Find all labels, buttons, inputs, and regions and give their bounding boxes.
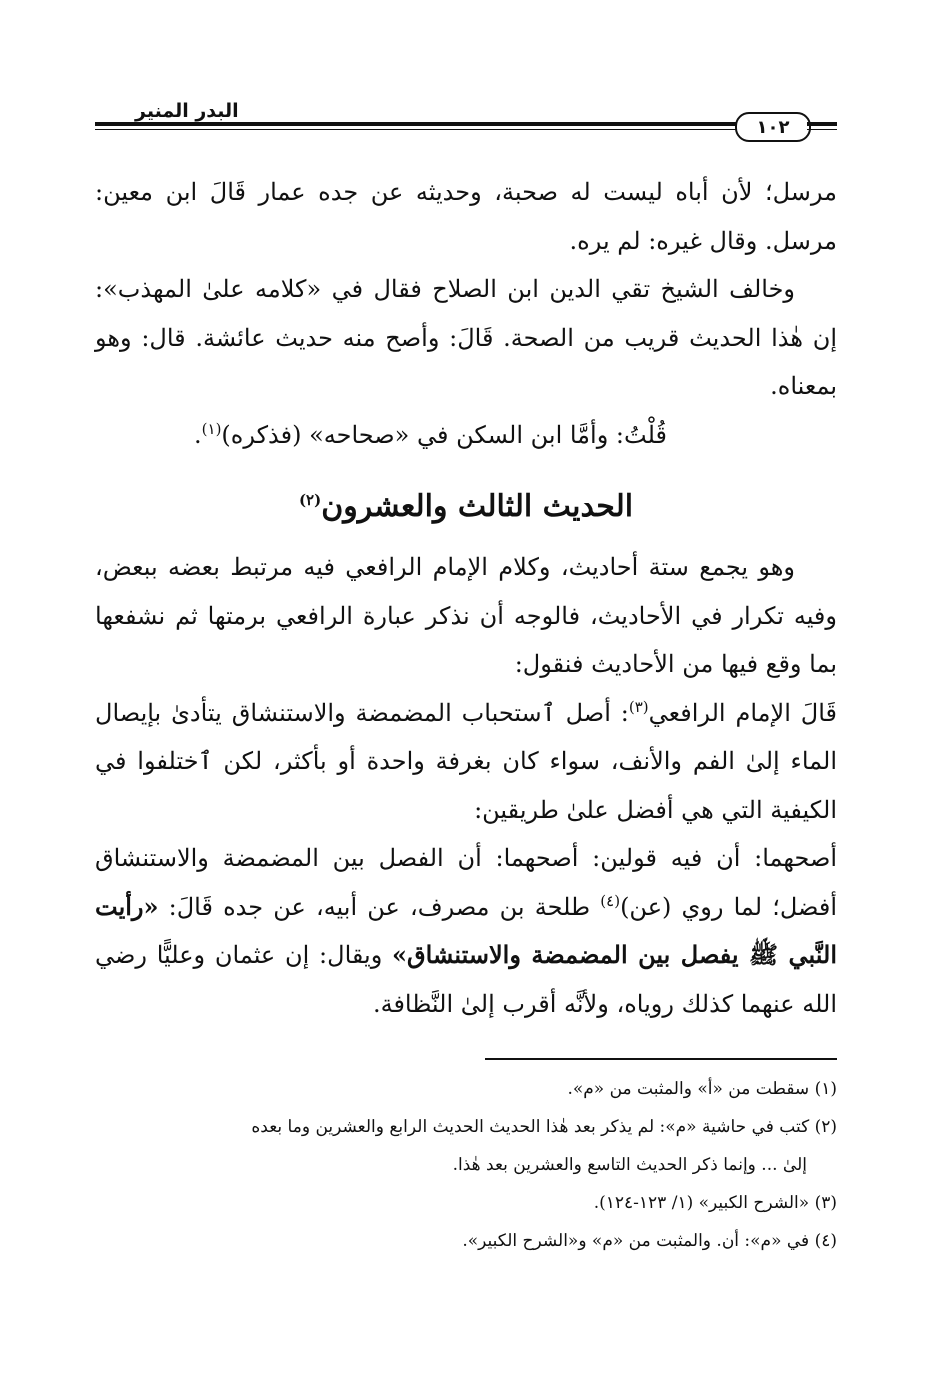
paragraph-6-start: أصحهما: أن فيه قولين: أصحهما: أن الفصل بين المضمضة والاستنشاق أفضل؛ لما روي (عن) <box>95 844 837 921</box>
footnote-4: (٤) في «م»: أن. والمثبت من «م» و«الشرح الكبير». <box>462 1231 837 1251</box>
header-rule <box>95 122 737 126</box>
page-number: ١٠٢ <box>735 112 811 142</box>
page-header <box>95 92 837 144</box>
hadith-quote: «رأيت النَّبي ﷺ يفصل بين المضمضة والاستنشاق» <box>95 891 837 969</box>
footnote-separator <box>485 1058 837 1060</box>
running-title: البدر المنير <box>135 100 239 122</box>
footnote-2-continued: إلىٰ ... وإنما ذكر الحديث التاسع والعشرين بعد هٰذا. <box>452 1155 807 1175</box>
paragraph-2: وخالف الشيخ تقي الدين ابن الصلاح فقال في «كلامه علىٰ المهذب»: إن هٰذا الحديث قريب من الصحة. قَالَ: وأصح منه حديث عائشة. قال: وهو بمعناه. <box>95 275 837 400</box>
paragraph-6-end: ويقال: إن عثمان وعليًّا رضي الله عنهما كذلك روياه، ولأنَّه أقرب إلىٰ النَّظافة. <box>95 941 837 1018</box>
paragraph-3-text: قُلْتُ: وأمَّا ابن السكن في «صحاحه» (فذكره) <box>221 420 667 449</box>
footnote-2: (٢) كتب في حاشية «م»: لم يذكر بعد هٰذا الحديث الحديث الرابع والعشرين وما بعده <box>251 1117 837 1137</box>
paragraph-5-start: قَالَ الإمام الرافعي <box>648 698 838 727</box>
footnote-3: (٣) «الشرح الكبير» (١/ ١٢٣-١٢٤). <box>593 1193 837 1213</box>
section-heading <box>95 477 837 537</box>
footnote-ref-4: (٤) <box>600 891 621 910</box>
footnote-ref-1: (١) <box>201 419 222 438</box>
footnote-ref-3: (٣) <box>628 697 649 716</box>
footnote-1: (١) سقطت من «أ» والمثبت من «م». <box>567 1079 837 1099</box>
paragraph-1: مرسل؛ لأن أباه ليست له صحبة، وحديثه عن جده عمار قَالَ ابن معين: مرسل. وقال غيره: لم يره. <box>95 178 837 255</box>
main-text <box>95 168 837 1028</box>
paragraph-3 <box>95 411 837 460</box>
paragraph-3-end: . <box>194 420 202 449</box>
footnote-ref-2: (٢) <box>298 491 322 509</box>
header-rule-right-thin <box>807 129 837 130</box>
paragraph-5-rest: : أصل ٱستحباب المضمضة والاستنشاق يتأدىٰ بإيصال الماء إلىٰ الفم والأنف، سواء كان بغرفة واحدة أو بأكثر، لكن ٱختلفوا في الكيفية التي هي أفضل علىٰ طريقين: <box>95 698 837 824</box>
paragraph-6-mid: طلحة بن مصرف، عن أبيه، عن جده قَالَ: <box>158 892 601 921</box>
header-rule-right <box>807 122 837 126</box>
footnotes <box>95 1070 837 1260</box>
header-rule-thin <box>95 129 737 130</box>
paragraph-6 <box>95 834 837 1028</box>
heading-text: الحديث الثالث والعشرون <box>321 489 634 524</box>
paragraph-4: وهو يجمع ستة أحاديث، وكلام الإمام الرافعي فيه مرتبط بعضه ببعض، وفيه تكرار في الأحاديث، فالوجه أن نذكر عبارة الرافعي برمتها ثم نشفعها بما وقع فيها من الأحاديث فنقول: <box>95 553 837 678</box>
paragraph-5 <box>95 689 837 835</box>
